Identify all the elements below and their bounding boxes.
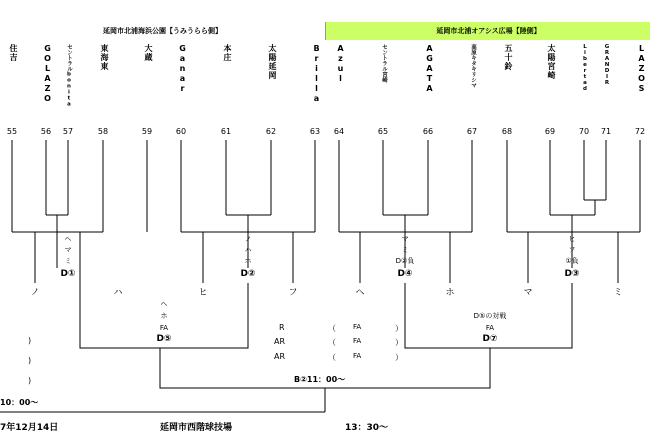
footer-time: 13：30〜 — [345, 423, 389, 433]
d5-note: ヘ ホ FA — [159, 300, 169, 332]
team-number: 62 — [265, 127, 277, 136]
row-close: ） — [395, 324, 403, 333]
team-number: 67 — [466, 127, 478, 136]
row-open: （ — [328, 324, 336, 333]
d4-right: ホ — [445, 288, 455, 298]
team-number: 63 — [309, 127, 321, 136]
team-number: 66 — [422, 127, 434, 136]
team-name: 高原キタキリシマ — [470, 44, 476, 88]
left-paren: ) — [28, 376, 32, 385]
d4-left: ヘ — [355, 288, 365, 298]
d5-label: D⑤ — [156, 334, 172, 344]
row-code: AR — [274, 352, 286, 361]
d2-note: ノ ハ ホ — [244, 235, 252, 265]
team-number: 59 — [141, 127, 153, 136]
team-number: 58 — [97, 127, 109, 136]
left-paren: ) — [28, 336, 32, 345]
team-number: 61 — [220, 127, 232, 136]
team-name: 本庄 — [223, 44, 232, 62]
team-name: Brilla — [312, 44, 321, 104]
d3-note: ヒ フ ①負 — [565, 235, 579, 265]
team-number: 70 — [578, 127, 590, 136]
team-name: 東海東 — [100, 44, 109, 71]
team-name: 大蔵 — [144, 44, 153, 62]
d1-note: ヘ マ ミ — [64, 235, 72, 265]
venue-right-label: 延岡市北浦オアシス広場【陸側】 — [436, 27, 541, 35]
team-name: Ganar — [178, 44, 187, 94]
row-code: AR — [274, 337, 286, 346]
team-number: 72 — [634, 127, 646, 136]
team-name: セントラルbonita — [66, 44, 72, 108]
d7-label: D⑦ — [482, 334, 498, 344]
row-fa: FA — [353, 323, 362, 331]
d4-label: D④ — [397, 269, 413, 279]
team-name: 太陽延岡 — [268, 44, 277, 80]
left-time: 10：00〜 — [0, 398, 39, 407]
team-number: 69 — [544, 127, 556, 136]
footer-date: 7年12月14日 — [0, 423, 59, 433]
d1-left: ノ — [30, 288, 40, 298]
d2-left: ヒ — [198, 288, 208, 298]
d2-label: D② — [240, 269, 256, 279]
row-fa: FA — [353, 352, 362, 360]
footer-venue: 延岡市西階球技場 — [160, 423, 233, 433]
team-number: 65 — [377, 127, 389, 136]
team-number: 64 — [333, 127, 345, 136]
venue-left-label: 延岡市北浦海浜公園【うみうらら側】 — [103, 27, 222, 35]
team-name: Libertad — [582, 44, 588, 92]
team-name: Azul — [336, 44, 345, 84]
row-code: R — [279, 323, 285, 332]
team-number: 71 — [600, 127, 612, 136]
row-close: ） — [395, 353, 403, 362]
d4-note: マ ミ D②負 — [395, 235, 415, 265]
row-open: （ — [328, 353, 336, 362]
team-number: 56 — [40, 127, 52, 136]
team-number: 68 — [501, 127, 513, 136]
d3-left: マ — [523, 288, 533, 298]
d3-right: ミ — [613, 288, 623, 298]
d7-note: D⑤の対戦 FA — [473, 312, 507, 332]
team-number: 57 — [62, 127, 74, 136]
left-paren: ) — [28, 356, 32, 365]
d3-label: D③ — [564, 269, 580, 279]
team-name: GRANDIR — [604, 44, 610, 86]
team-number: 60 — [175, 127, 187, 136]
row-close: ） — [395, 338, 403, 347]
team-name: LAZOS — [637, 44, 646, 94]
team-name: 太陽宮崎 — [547, 44, 556, 80]
row-open: （ — [328, 338, 336, 347]
team-name: 住吉 — [9, 44, 18, 62]
d2-right: フ — [288, 288, 298, 298]
team-name: AGATA — [425, 44, 434, 94]
row-fa: FA — [353, 337, 362, 345]
team-number: 55 — [6, 127, 18, 136]
team-name: GOLAZO — [43, 44, 52, 104]
team-name: セントラル宮崎 — [381, 44, 387, 83]
d1-right: ハ — [113, 288, 123, 298]
d1-label: D① — [60, 269, 76, 279]
b2-time: B②11：00〜 — [294, 375, 346, 384]
team-name: 五十鈴 — [504, 44, 513, 71]
